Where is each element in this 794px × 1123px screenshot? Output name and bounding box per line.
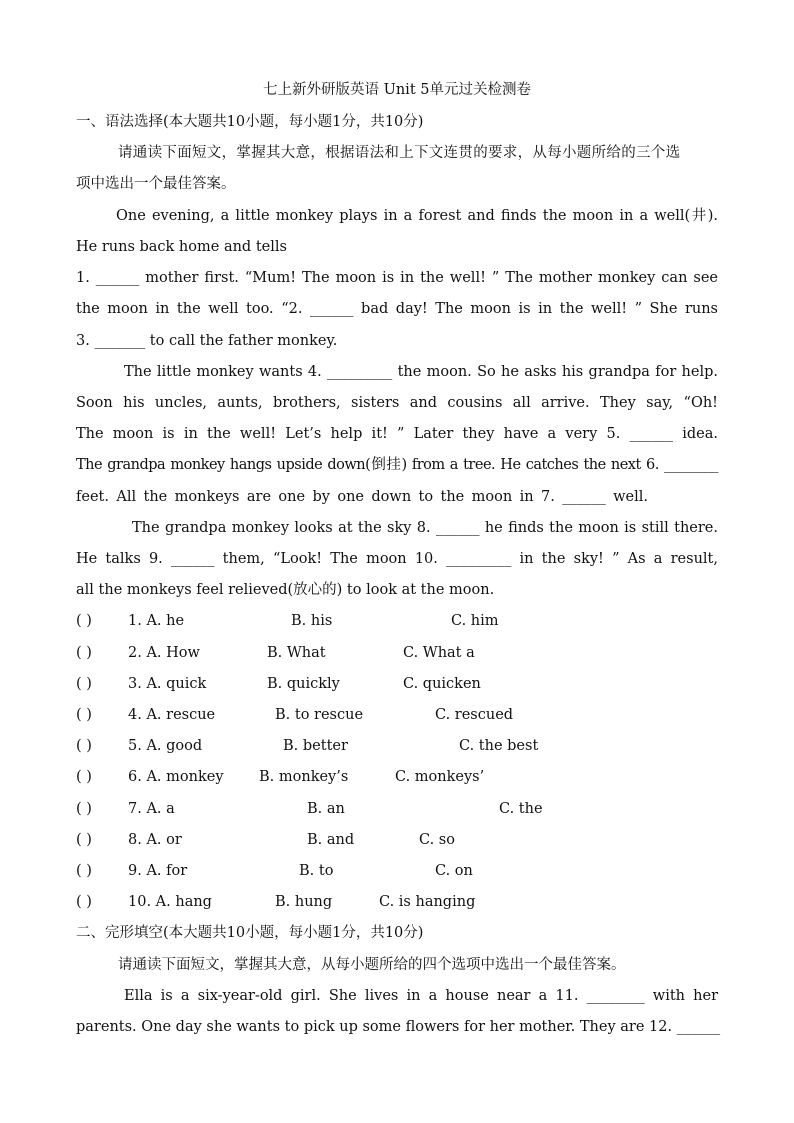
- option-b: B. to rescue: [275, 707, 364, 723]
- option-b: B. better: [283, 738, 348, 754]
- option-a: 10. A. hang: [128, 894, 212, 910]
- passage1-line: He runs back home and tells: [76, 239, 287, 255]
- option-c: C. rescued: [435, 707, 514, 723]
- answer-paren[interactable]: ( ): [76, 645, 92, 661]
- option-a: 4. A. rescue: [128, 707, 216, 723]
- option-b: B. quickly: [267, 676, 340, 692]
- option-c: C. so: [419, 832, 455, 848]
- passage1-line: The grandpa monkey hangs upside down(倒挂) from a tree. He catches the next 6. ________: [76, 457, 718, 473]
- option-c: C. monkeys’: [395, 769, 485, 785]
- passage1-line: the moon in the well too. “2. ______ bad day! The moon is in the well! ” She runs: [76, 301, 718, 317]
- option-b: B. What: [267, 645, 326, 661]
- answer-paren[interactable]: ( ): [76, 769, 92, 785]
- passage1-line: all the monkeys feel relieved(放心的) to look at the moon.: [76, 582, 495, 598]
- passage2-line: Ella is a six-year-old girl. She lives in a house near a 11. ________ with her: [124, 988, 718, 1004]
- option-a: 3. A. quick: [128, 676, 207, 692]
- section2-instruction: 请通读下面短文，掌握其大意，从每小题所给的四个选项中选出一个最佳答案。: [118, 957, 626, 973]
- passage1-line: 1. ______ mother first. “Mum! The moon is in the well! ” The mother monkey can see: [76, 270, 718, 286]
- option-b: B. monkey’s: [259, 769, 349, 785]
- answer-paren[interactable]: ( ): [76, 738, 92, 754]
- passage1-line: He talks 9. ______ them, “Look! The moon 10. _________ in the sky! ” As a result,: [76, 551, 718, 567]
- answer-paren[interactable]: ( ): [76, 613, 92, 629]
- passage1-line: The little monkey wants 4. _________ the moon. So he asks his grandpa for help.: [124, 364, 718, 380]
- option-c: C. quicken: [403, 676, 481, 692]
- passage2-line: parents. One day she wants to pick up some flowers for her mother. They are 12. ______: [76, 1019, 721, 1035]
- option-b: B. to: [299, 863, 334, 879]
- answer-paren[interactable]: ( ): [76, 676, 92, 692]
- option-b: B. hung: [275, 894, 333, 910]
- passage1-line: Soon his uncles, aunts, brothers, sisters and cousins all arrive. They say, “Oh!: [76, 395, 718, 411]
- passage1-line: 3. _______ to call the father monkey.: [76, 333, 338, 349]
- section2-heading: 二、完形填空(本大题共10小题，每小题1分，共10分): [76, 925, 424, 941]
- section1-instruction-line2: 项中选出一个最佳答案。: [76, 176, 236, 192]
- passage1-line: feet. All the monkeys are one by one down to the moon in 7. ______ well.: [76, 489, 648, 505]
- section1-instruction-line1: 请通读下面短文，掌握其大意，根据语法和上下文连贯的要求，从每小题所给的三个选: [118, 145, 681, 161]
- option-c: C. the best: [459, 738, 539, 754]
- document-title: 七上新外研版英语 Unit 5单元过关检测卷: [263, 82, 531, 98]
- option-c: C. What a: [403, 645, 475, 661]
- option-a: 8. A. or: [128, 832, 182, 848]
- option-a: 7. A. a: [128, 801, 175, 817]
- option-a: 6. A. monkey: [128, 769, 224, 785]
- option-a: 2. A. How: [128, 645, 200, 661]
- section1-heading: 一、语法选择(本大题共10小题，每小题1分，共10分): [76, 114, 424, 130]
- passage1-line: One evening, a little monkey plays in a forest and finds the moon in a well(井).: [116, 208, 718, 224]
- option-b: B. his: [291, 613, 333, 629]
- option-a: 9. A. for: [128, 863, 188, 879]
- answer-paren[interactable]: ( ): [76, 894, 92, 910]
- passage1-line: The grandpa monkey looks at the sky 8. ______ he finds the moon is still there.: [132, 520, 718, 536]
- answer-paren[interactable]: ( ): [76, 801, 92, 817]
- option-b: B. an: [307, 801, 345, 817]
- option-c: C. him: [451, 613, 499, 629]
- option-a: 1. A. he: [128, 613, 185, 629]
- option-c: C. the: [499, 801, 543, 817]
- option-c: C. on: [435, 863, 473, 879]
- passage1-line: The moon is in the well! Let’s help it! ” Later they have a very 5. ______ idea.: [76, 426, 718, 442]
- answer-paren[interactable]: ( ): [76, 832, 92, 848]
- answer-paren[interactable]: ( ): [76, 863, 92, 879]
- option-c: C. is hanging: [379, 894, 476, 910]
- answer-paren[interactable]: ( ): [76, 707, 92, 723]
- option-b: B. and: [307, 832, 355, 848]
- option-a: 5. A. good: [128, 738, 203, 754]
